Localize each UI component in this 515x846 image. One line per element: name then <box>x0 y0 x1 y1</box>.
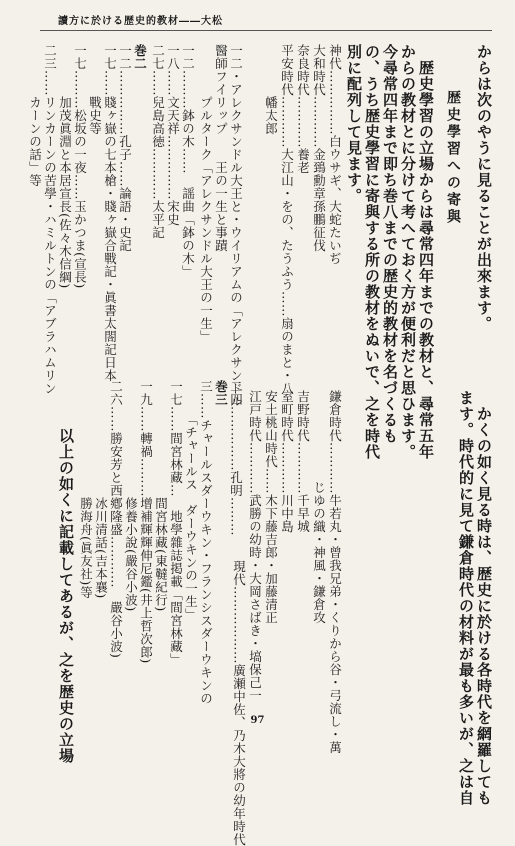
period-entry: 奈良時代…………養老 <box>295 44 311 174</box>
text-column: 戰史等 <box>87 44 103 135</box>
text-column: 一二………鉢の木…… 謡曲「鉢の木」 <box>180 44 196 278</box>
text-column: 醫師フイリップ 王の一生と事蹟 <box>213 44 229 252</box>
intro-line: からは次のやうに見ることが出來ます。 <box>475 44 493 332</box>
text-column: プルターク「アレクサンドル大王の一生」 <box>198 44 214 343</box>
paragraph-line: からの教材とに分けて考へておく方が便利だと思ひます。 <box>399 44 417 460</box>
period-entry: 鎌倉時代…………牛若丸・曾我兄弟・くりから谷・弓流し・萬 <box>327 390 343 754</box>
closing-line: ます。時代的に見て鎌倉時代の材料が最も多いが、之は自 <box>457 390 475 806</box>
text-column: 二四……………孔明……… <box>228 380 244 536</box>
text-column: 二三……リンカーンの苦學・ハミルトンの「アブラハムリン <box>42 44 58 395</box>
text-column: 一七………松坂の一夜……玉かつま(宣長) <box>72 44 88 289</box>
period-entry: 吉野時代…………千早城 <box>295 390 311 533</box>
page-number: 97 <box>250 715 265 726</box>
paragraph-line: の、うち歴史學習に寄與する所の教材をぬいで、之を時代 <box>363 44 381 460</box>
period-entry: 現代………………廣瀬中佐、乃木大將の幼年時代 <box>231 560 247 846</box>
text-column: 二七……兒島高徳…………太平記 <box>150 44 166 239</box>
text-column: 三……チャールスダーウキン・フランシスダーウキンの <box>198 380 214 705</box>
volume-heading: 巻二 <box>132 44 148 70</box>
text-column: 二六……勝安芳と西鄕隆盛………… 嚴谷小波) <box>108 380 124 659</box>
running-title: 讀方に於ける歴史的教材――大松 <box>58 16 223 27</box>
text-column: 間宮林藏(東韃紀行) <box>153 380 169 612</box>
header-divider <box>40 30 492 31</box>
text-column: 冰川清話(吉本襄) <box>93 380 109 599</box>
paragraph-line: 歴史學習の立場からは尋常四年までの教材と、尋常五年 <box>417 44 435 460</box>
period-entry: 江戸時代…………武勝の幼時・大岡さばき・塙保己一 <box>247 390 263 702</box>
text-column: 一九……轉禍………增補輝輝伸尼鑑(井上哲次郎) <box>138 380 154 664</box>
text-column: カーンの話」等 <box>27 44 43 187</box>
period-entry: じゆの織・神風・鎌倉攻 <box>311 390 327 624</box>
volume-heading: 巻三 <box>213 380 229 406</box>
text-column: 一七……間宮林藏… 地學雜誌掲載「間宮林藏」 <box>168 380 184 666</box>
paragraph-line: 今尋常四年まで即ち巻八までの歴史的教材を名づくるも <box>381 44 399 444</box>
text-column: 一二……………孔子……論語・史記 <box>117 44 133 252</box>
period-entry: 大和時代…………金鵄勳章孫鵬征伐 <box>311 44 327 252</box>
period-entry: 神代……………白ウサギ、大蛇たいぢ <box>327 44 343 265</box>
closing-line: かくの如く見る時は、歴史に於ける各時代を網羅しても <box>475 390 493 806</box>
text-column: 以上の如くに記載してあるが、之を歴史の立場 <box>57 380 75 764</box>
period-entry: 室町時代…………川中島 <box>279 390 295 533</box>
text-column: 勝海舟(眞友社)等 <box>78 380 94 599</box>
text-column: 修養小說(嚴谷小波) <box>123 380 139 612</box>
text-column: 一七……賤ヶ嶽の七本槍・賤ヶ嶽合戰記・眞書太閤記日本 <box>102 44 118 382</box>
text-column: 一八……文天祥……………宋史 <box>165 44 181 226</box>
period-entry: 安土桃山時代……木下藤吉郎・加藤清正 <box>263 390 279 624</box>
text-column: 加茂眞淵と本居宣長(佐々木信綱) <box>57 44 73 289</box>
period-entry: 平安時代…………大江山・をの、たうふう……扇のまと・八 <box>279 44 295 395</box>
paragraph-line: 別に配列して見ます。 <box>345 44 363 204</box>
period-entry: 幡太郎 <box>263 44 279 135</box>
text-column: 一二・アレクサンドル大王と・ウイリアムの「アレクサンドル <box>228 44 244 408</box>
section-heading: 歴史學習への寄與 <box>445 90 461 226</box>
text-column: 「チャールス ダーウキンの一生」 <box>183 380 199 621</box>
